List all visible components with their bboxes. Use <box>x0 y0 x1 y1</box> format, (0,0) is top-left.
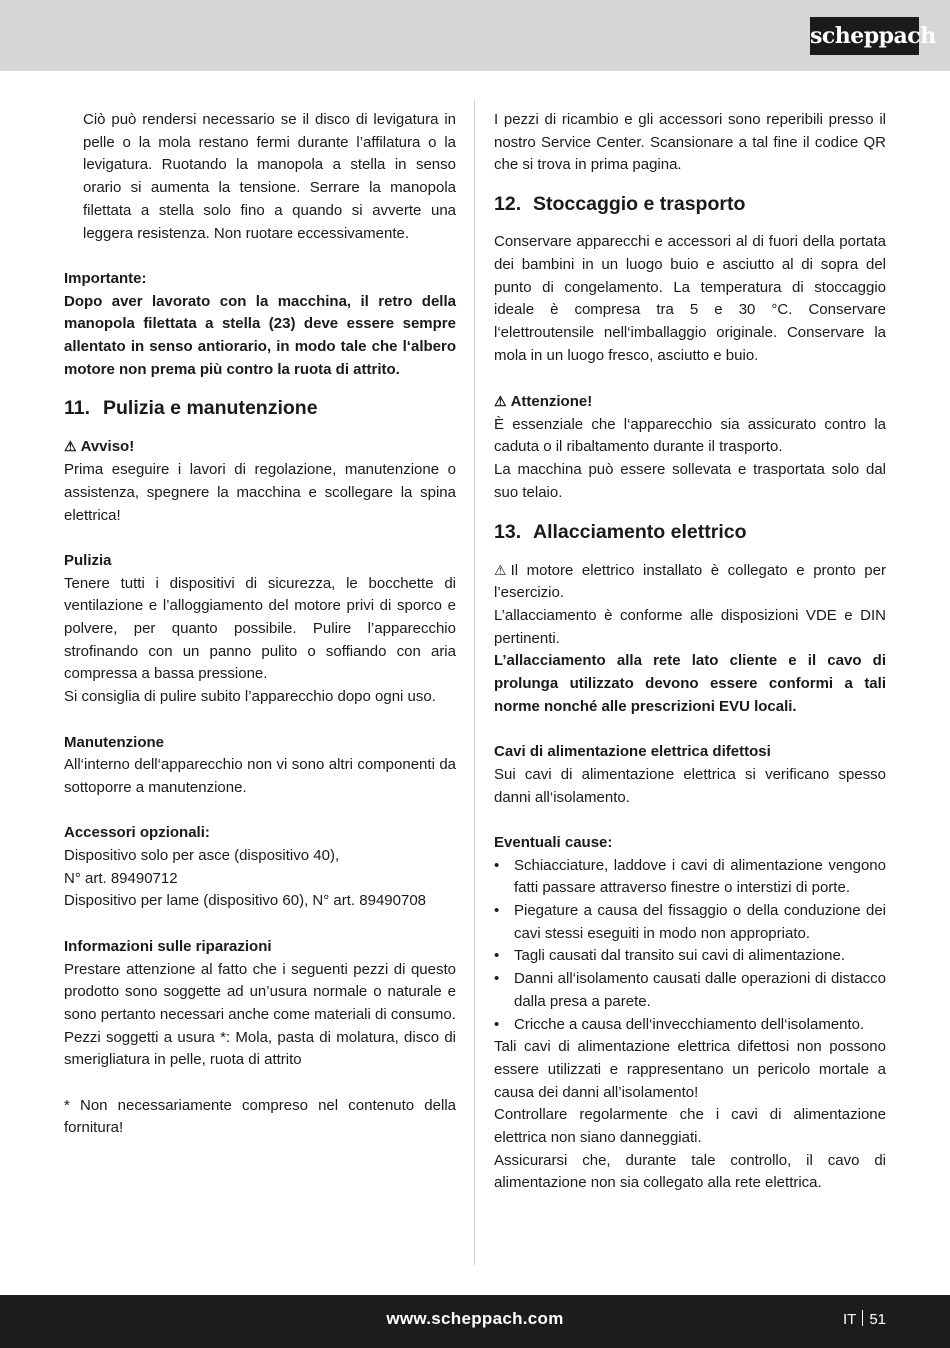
footnote: * Non necessariamente compreso nel contenuto della fornitura! <box>64 1096 456 1137</box>
important-text: Dopo aver lavorato con la macchina, il retro della manopola filettata a stella (23) deve essere sempre allentato in senso antiorario, in modo tale che l‘albero motore non prema più contro la ruota di attrito. <box>64 292 456 378</box>
repair-text: Prestare attenzione al fatto che i seguenti pezzi di questo prodotto sono soggette ad un’usura normale o naturale e sono pertanto necessari anche come materiali di consumo. <box>64 960 456 1023</box>
repair-title: Informazioni sulle riparazioni <box>64 937 272 955</box>
section-13-heading: 13. Allacciamento elettrico <box>494 520 747 543</box>
causes-title: Eventuali cause: <box>494 833 613 851</box>
attention-title: ⚠ Attenzione! <box>494 390 886 414</box>
right-column <box>494 109 886 1195</box>
warning-triangle-icon: ⚠ <box>494 393 507 410</box>
list-item: • Piegature a causa del fissaggio o della conduzione dei cavi stessi eseguiti in modo non appropriato. <box>494 900 886 945</box>
accessories-title: Accessori opzionali: <box>64 824 210 842</box>
section-12-heading: 12. Stoccaggio e trasporto <box>494 193 746 216</box>
attention-text-2: La macchina può essere sollevata e trasportata solo dal suo telaio. <box>494 461 886 501</box>
storage-text: Conservare apparecchi e accessori al di fuori della portata dei bambini in un luogo buio e asciutto al di sopra del punto di congelamento. La temperatura di stoccaggio ideale è compresa tra 5 e 30 °C. Conservare l‘elettroutensile nell‘imballaggio originale. Conservare la mola in un luogo fresco, asciutto e buio. <box>494 233 886 364</box>
warning-text: Prima eseguire i lavori di regolazione, manutenzione o assistenza, spegnere la macchina e scollegare la spina elettrica! <box>64 461 456 524</box>
brand-logo: scheppach <box>810 17 919 55</box>
footer-bar <box>0 1295 950 1348</box>
list-item: • Danni all‘isolamento causati dalle operazioni di distacco dalla presa a parete. <box>494 968 886 1013</box>
motor-text: ⚠ Il motore elettrico installato è collegato e pronto per l’esercizio. <box>494 559 886 605</box>
list-item: • Schiacciature, laddove i cavi di alimentazione vengono fatti passare attraverso finestre o interstizi di porte. <box>494 855 886 900</box>
accessories-line-1: Dispositivo solo per asce (dispositivo 40), <box>64 847 340 865</box>
maintenance-text: All‘interno dell‘apparecchio non vi sono altri componenti da sottoporre a manutenzione. <box>64 756 456 796</box>
important-title: Importante: <box>64 269 147 287</box>
maintenance-title: Manutenzione <box>64 733 164 751</box>
connection-bold-text: L’allacciamento alla rete lato cliente e il cavo di prolunga utilizzato devono essere conformi a tali norme nonché alle prescrizioni EVU locali. <box>494 652 886 715</box>
connection-text: L’allacciamento è conforme alle disposizioni VDE e DIN pertinenti. <box>494 606 886 647</box>
cables-text: Sui cavi di alimentazione elettrica si verificano spesso danni all‘isolamento. <box>494 765 886 806</box>
cleaning-text-2: Si consiglia di pulire subito l’apparecchio dopo ogni uso. <box>64 688 436 706</box>
list-item: • Cricche a causa dell‘invecchiamento dell‘isolamento. <box>494 1014 886 1037</box>
warning-triangle-icon: ⚠ <box>64 438 77 455</box>
cleaning-title: Pulizia <box>64 551 112 569</box>
website-link[interactable]: www.scheppach.com <box>386 1309 564 1328</box>
header-bar <box>0 0 950 71</box>
accessories-line-3: Dispositivo per lame (dispositivo 60), N° art. 89490708 <box>64 892 427 910</box>
accessories-line-2: N° art. 89490712 <box>64 869 178 887</box>
cables-title: Cavi di alimentazione elettrica difettosi <box>494 743 771 761</box>
left-column <box>64 109 456 1140</box>
section-11-heading: 11. Pulizia e manutenzione <box>64 397 318 420</box>
page-number: IT 51 <box>842 1311 886 1328</box>
list-item: • Tagli causati dal transito sui cavi di alimentazione. <box>494 945 886 968</box>
attention-text: È essenziale che l‘apparecchio sia assicurato contro la caduta o il ribaltamento durante il trasporto. <box>494 415 886 456</box>
warning-triangle-icon: ⚠ <box>494 561 507 578</box>
warning-title: ⚠ Avviso! <box>64 435 456 459</box>
causes-list <box>494 855 886 1037</box>
danger-text: Tali cavi di alimentazione elettrica difettosi non possono essere utilizzati e rappresentano un pericolo mortale a causa dei danni all’isolamento! <box>494 1038 886 1101</box>
ensure-text: Assicurarsi che, durante tale controllo, il cavo di alimentazione non sia collegato alla rete elettrica. <box>494 1151 886 1192</box>
spare-parts-text: I pezzi di ricambio e gli accessori sono reperibili presso il nostro Service Center. Scansionare a tal fine il codice QR che si trova in prima pagina. <box>494 111 886 174</box>
check-text: Controllare regolarmente che i cavi di alimentazione elettrica non siano danneggiati. <box>494 1106 886 1147</box>
cleaning-text: Tenere tutti i dispositivi di sicurezza, le bocchette di ventilazione e l’alloggiamento del motore privi di sporco e polvere, per quanto possibile. Pulire l’apparecchio strofinando con un panno pulito o soffiando con aria compressa a bassa pressione. <box>64 574 456 683</box>
repair-text-2: Pezzi soggetti a usura *: Mola, pasta di molatura, disco di smerigliatura in pelle, ruota di attrito <box>64 1028 456 1069</box>
intro-paragraph: Ciò può rendersi necessario se il disco di levigatura in pelle o la mola restano fermi durante l’affilatura o la levigatura. Ruotando la manopola a stella in senso orario si aumenta la tensione. Serrare la manopola filettata a stella solo fino a quando si avverte una leggera resistenza. Non ruotare eccessivamente. <box>83 111 456 242</box>
column-divider <box>474 100 475 1265</box>
